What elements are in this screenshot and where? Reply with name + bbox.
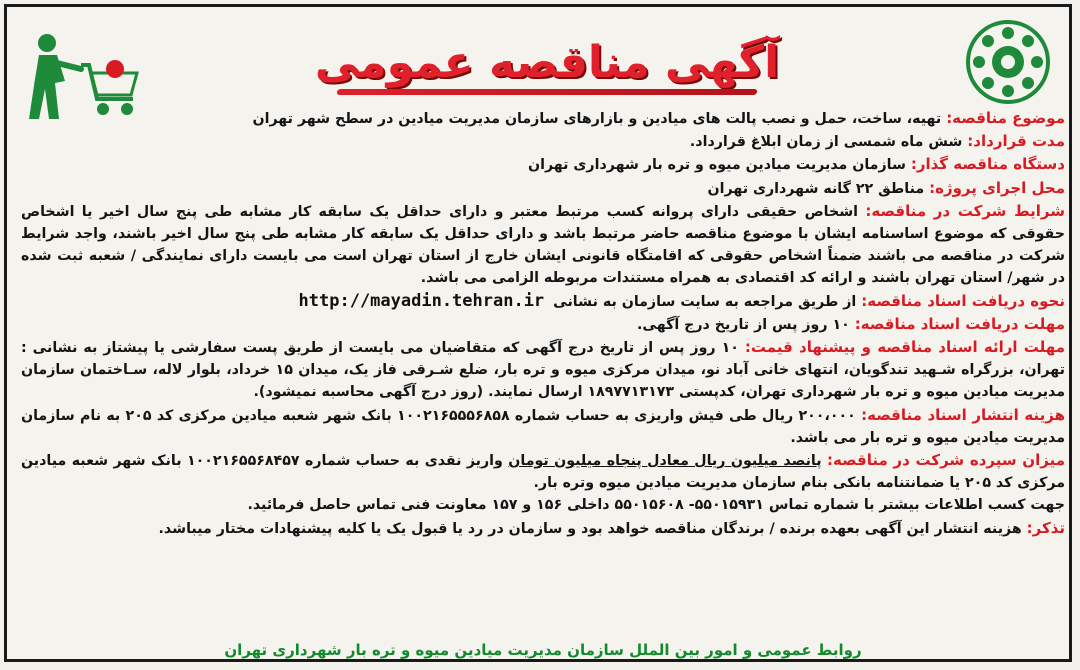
contact-row bbox=[21, 494, 1065, 516]
notice-body bbox=[21, 107, 1065, 647]
deposit-amount: پانصد میلیون ریال معادل پنجاه میلیون تومان bbox=[508, 453, 822, 470]
receive-deadline-label: مهلت دریافت اسناد مناقصه: bbox=[854, 314, 1065, 333]
footer-text: روابط عمومی و امور بین الملل سازمان مدیریت میادین میوه و تره بار شهرداری تهران bbox=[224, 641, 862, 659]
tenderer-row bbox=[21, 153, 1065, 176]
receive-method-label: نحوه دریافت اسناد مناقصه: bbox=[861, 291, 1065, 310]
deposit-label: میزان سپرده شرکت در مناقصه: bbox=[827, 451, 1065, 470]
subject-row bbox=[21, 107, 1065, 130]
notice-frame bbox=[4, 4, 1072, 662]
website-link[interactable]: http://mayadin.tehran.ir bbox=[298, 290, 545, 311]
note-label: تذکر: bbox=[1026, 518, 1065, 537]
deposit-value: واریز نقدی به حساب شماره ۱۰۰۲۱۶۵۵۶۸۴۵۷ بانک شهر شعبه میادین مرکزی کد ۲۰۵ یا ضمانتنامه بانکی بنام سازمان مدیریت میادین میوه وتره بار. bbox=[21, 453, 1065, 492]
receive-method-value: از طریق مراجعه به سایت سازمان به نشانی bbox=[553, 293, 857, 310]
receive-deadline-row bbox=[21, 313, 1065, 336]
contact-value: جهت کسب اطلاعات بیشتر با شماره تماس ۵۵۰۱۵۹۳۱- ۵۵۰۱۵۶۰۸ داخلی ۱۵۶ و ۱۵۷ معاونت فنی تماس حاصل فرمائید. bbox=[247, 497, 1065, 514]
receive-deadline-value: ۱۰ روز پس از تاریخ درج آگهی. bbox=[636, 316, 850, 333]
note-row bbox=[21, 517, 1065, 540]
conditions-row bbox=[21, 200, 1065, 290]
deposit-row bbox=[21, 449, 1065, 494]
title-underline bbox=[336, 89, 757, 95]
publish-cost-row bbox=[21, 404, 1065, 449]
subject-label: موضوع مناقصه: bbox=[946, 109, 1065, 127]
publish-cost-value: ۲۰۰،۰۰۰ ریال طی فیش واریزی به حساب شماره ۱۰۰۲۱۶۵۵۵۶۸۵۸ بانک شهر شعبه میادین مرکزی کد ۲۰۵ به نام سازمان مدیریت میادین میوه و تره بار می باشد. bbox=[21, 407, 1065, 446]
location-label: محل اجرای پروژه: bbox=[929, 178, 1065, 197]
tenderer-label: دستگاه مناقصه گذار: bbox=[910, 155, 1065, 174]
subject-value: تهیه، ساخت، حمل و نصب پالت های میادین و بازارهای سازمان مدیریت میادین در سطح شهر تهران bbox=[252, 111, 942, 127]
page-title: آگهی مناقصه عمومی bbox=[314, 36, 780, 88]
submit-deadline-label: مهلت ارائه اسناد مناقصه و پیشنهاد قیمت: bbox=[744, 338, 1065, 357]
conditions-value: اشخاص حقیقی دارای پروانه کسب مرتبط معتبر و دارای حداقل یک سابقه کار مشابه طی پنج سال اخیر یا اشخاص حقوقی که موضوع اساسنامه ایشان با موضوع مناقصه حاضر مرتبط باشد و دارای حداقل یک سابقه کار مشابه طی پنج سال اخیر باشند، واجد شرایط شرکت در مناقصه می باشند ضمناً اشخاص حقوقی که اقامتگاه قانونی ایشان خارج از استان تهران است می بایست دارای نمایندگی / شعبه ثبت شده در شهر/ استان تهران باشند و ارائه کد اقتصادی به همراه مستندات مربوطه الزامی می باشد. bbox=[21, 203, 1065, 287]
duration-label: مدت قرارداد: bbox=[967, 132, 1065, 151]
conditions-label: شرایط شرکت در مناقصه: bbox=[865, 201, 1065, 220]
duration-row bbox=[21, 130, 1065, 153]
tehran-municipality-logo-icon bbox=[965, 19, 1051, 105]
note-value: هزینه انتشار این آگهی بعهده برنده / برندگان مناقصه خواهد بود و سازمان در رد یا قبول یک یا کلیه پیشنهادات مختار میباشد. bbox=[158, 520, 1022, 537]
tenderer-value: سازمان مدیریت میادین میوه و تره بار شهرداری تهران bbox=[528, 157, 906, 174]
submit-deadline-value: ۱۰ روز پس از تاریخ درج آگهی که متقاضیان می بایست از طریق پست سفارشی یا پیشتاز به نشانی : تهران، بزرگراه شـهید تندگویان، انتهای خانی آباد نو، میدان مرکزی میوه و تره بار، ضلع شـرقی فاز یک، میدان ۱۵ خرداد، بلوار لاله، سـاختمان سازمان مدیریت میادین میوه و تره بار شهرداری تهران، کدپستی ۱۸۹۷۷۱۳۱۷۳ ارسال نمایند. (روز درج آگهی محاسبه نمیشود). bbox=[21, 340, 1065, 401]
publish-cost-label: هزینه انتشار اسناد مناقصه: bbox=[861, 405, 1065, 424]
receive-method-row bbox=[21, 290, 1065, 313]
location-value: مناطق ۲۲ گانه شهرداری تهران bbox=[707, 180, 925, 197]
duration-value: شش ماه شمسی از زمان ابلاغ قرارداد. bbox=[689, 134, 963, 151]
location-row bbox=[21, 177, 1065, 200]
submit-deadline-row bbox=[21, 336, 1065, 404]
